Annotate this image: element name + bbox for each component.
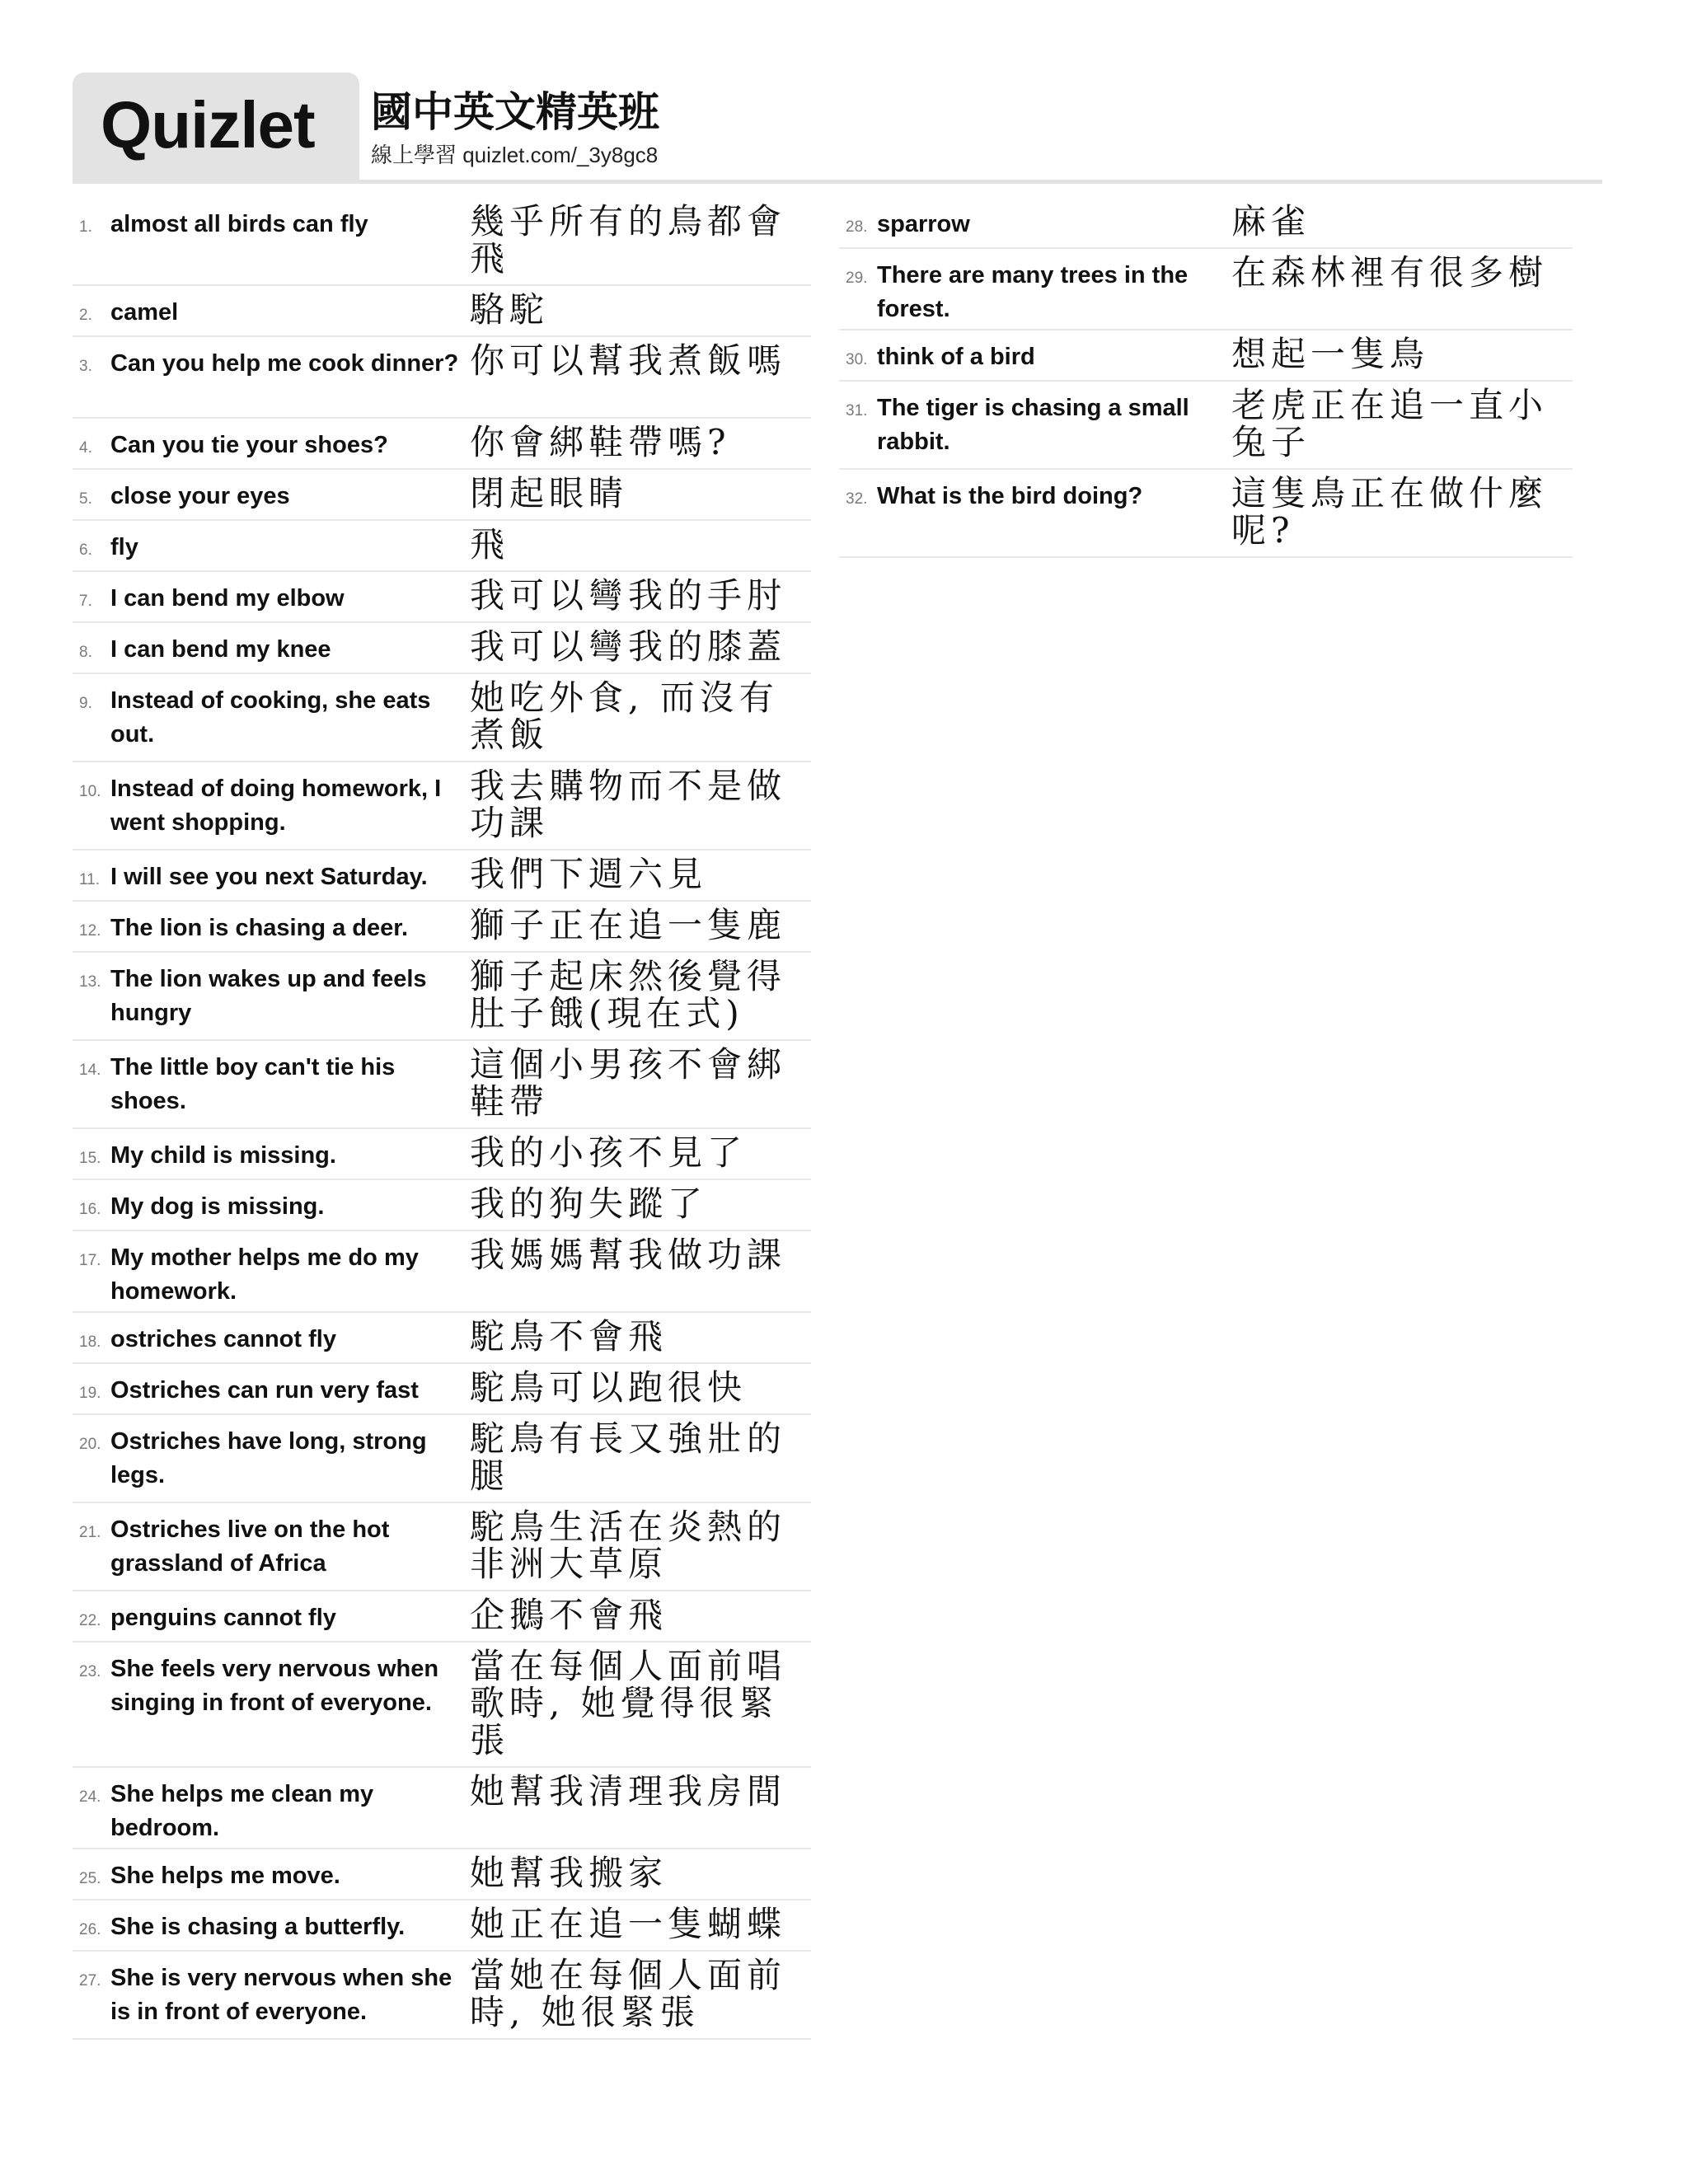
card-number: 24. [79,1788,101,1806]
card-row [73,286,811,337]
card-row [839,330,1573,382]
card-definition: 這隻鳥正在做什麼呢? [1231,473,1549,551]
card-number: 9. [79,695,92,712]
card-number: 10. [79,783,101,800]
card-definition: 獅子正在追一隻鹿 [470,905,787,945]
card-number: 26. [79,1921,101,1938]
card-term: My child is missing. [110,1142,336,1169]
card-number: 16. [79,1201,101,1218]
card-number: 7. [79,593,92,610]
term-list-right-column [839,198,1573,558]
card-row [73,1643,811,1768]
card-row [73,572,811,623]
card-number: 22. [79,1612,101,1629]
card-row [73,1364,811,1415]
card-number: 19. [79,1385,101,1402]
card-term: The tiger is chasing a small rabbit. [877,395,1189,455]
card-number: 21. [79,1524,101,1541]
card-row [73,419,811,470]
card-term: Instead of doing homework, I went shopping. [110,776,442,836]
card-term: What is the bird doing? [877,483,1143,509]
card-definition: 我可以彎我的膝蓋 [470,626,787,667]
card-row [73,1415,811,1503]
card-row [73,1503,811,1591]
card-term: She helps me clean my bedroom. [110,1781,374,1841]
set-subtitle: 線上學習 quizlet.com/_3y8gc8 [371,143,659,167]
card-term: There are many trees in the forest. [877,262,1189,322]
card-row [73,762,811,851]
term-list-left-column [73,198,811,2040]
card-term: I will see you next Saturday. [110,864,428,890]
card-row [73,1768,811,1849]
card-term: I can bend my knee [110,636,331,663]
card-definition: 她吃外食, 而沒有煮飯 [470,677,779,755]
card-definition: 我去購物而不是做功課 [470,766,787,843]
card-number: 17. [79,1252,101,1269]
card-row [839,198,1573,249]
card-number: 27. [79,1972,101,1990]
card-number: 11. [79,871,101,888]
card-number: 5. [79,490,92,508]
card-definition: 我可以彎我的手肘 [470,575,787,616]
card-term: The lion wakes up and feels hungry [110,966,427,1026]
card-definition: 駝鳥生活在炎熱的非洲大草原 [470,1507,787,1584]
card-term: Ostriches have long, strong legs. [110,1428,427,1488]
card-term: She is very nervous when she is in front of everyone. [110,1965,452,2025]
card-number: 2. [79,307,92,324]
card-definition: 飛 [470,524,510,565]
card-row [73,1849,811,1900]
card-number: 13. [79,973,101,991]
card-number: 4. [79,439,92,457]
card-definition: 老虎正在追一直小兔子 [1231,385,1549,462]
card-row [73,337,811,419]
card-term: She helps me move. [110,1863,340,1889]
card-definition: 我的小孩不見了 [470,1132,748,1173]
card-term: The little boy can't tie his shoes. [110,1054,396,1114]
card-number: 20. [79,1436,101,1453]
page-header [73,73,1602,184]
card-number: 29. [846,269,868,287]
card-definition: 想起一隻鳥 [1231,334,1430,374]
card-row [73,953,811,1041]
card-term: almost all birds can fly [110,211,368,237]
card-definition: 她正在追一隻蝴蝶 [470,1904,787,1944]
card-definition: 你可以幫我煮飯嗎 [470,340,787,381]
card-row [73,1180,811,1231]
card-row [73,1129,811,1180]
card-row [73,470,811,521]
card-term: sparrow [877,211,970,237]
card-definition: 獅子起床然後覺得肚子餓(現在式) [470,956,787,1033]
card-row [839,249,1573,330]
card-term: penguins cannot fly [110,1605,336,1631]
set-title: 國中英文精英班 [371,89,659,135]
card-term: Instead of cooking, she eats out. [110,687,431,748]
card-definition: 閉起眼睛 [470,473,629,513]
card-term: ostriches cannot fly [110,1326,336,1352]
card-number: 31. [846,402,868,419]
card-term: Can you tie your shoes? [110,432,388,458]
card-definition: 她幫我搬家 [470,1853,668,1893]
card-term: close your eyes [110,483,290,509]
card-number: 28. [846,218,868,236]
card-row [73,1952,811,2040]
card-row [73,1313,811,1364]
card-row [73,902,811,953]
card-row [73,1041,811,1129]
card-number: 3. [79,358,92,375]
card-definition: 駝鳥不會飛 [470,1316,668,1357]
card-term: think of a bird [877,344,1035,370]
card-row [73,198,811,286]
card-definition: 駝鳥有長又強壯的腿 [470,1418,787,1496]
card-term: My mother helps me do my homework. [110,1244,419,1305]
card-definition: 這個小男孩不會綁鞋帶 [470,1044,787,1122]
card-number: 23. [79,1663,101,1680]
card-row [73,623,811,674]
card-definition: 我媽媽幫我做功課 [470,1235,787,1275]
card-definition: 幾乎所有的鳥都會飛 [470,201,787,279]
card-number: 12. [79,922,101,940]
card-row [73,674,811,762]
card-number: 18. [79,1333,101,1351]
card-definition: 麻雀 [1231,201,1311,241]
card-row [839,470,1573,558]
card-term: fly [110,534,138,560]
card-number: 15. [79,1150,101,1167]
card-term: Ostriches can run very fast [110,1377,419,1404]
card-row [73,1231,811,1313]
card-term: Ostriches live on the hot grassland of Africa [110,1516,390,1577]
card-definition: 我的狗失蹤了 [470,1183,708,1224]
card-definition: 駝鳥可以跑很快 [470,1367,748,1408]
header-divider [73,180,1602,184]
card-definition: 企鵝不會飛 [470,1595,668,1635]
card-term: She feels very nervous when singing in front of everyone. [110,1656,439,1716]
card-number: 30. [846,351,868,368]
card-number: 6. [79,541,92,559]
card-term: I can bend my elbow [110,585,345,612]
card-definition: 在森林裡有很多樹 [1231,252,1549,293]
card-definition: 當她在每個人面前時, 她很緊張 [470,1955,787,2032]
card-definition: 駱駝 [470,289,550,330]
card-row [73,1591,811,1643]
card-number: 14. [79,1062,101,1079]
card-row [73,1900,811,1952]
card-definition: 她幫我清理我房間 [470,1771,787,1811]
card-definition: 你會綁鞋帶嗎? [470,422,731,462]
card-number: 25. [79,1870,101,1887]
card-definition: 我們下週六見 [470,854,708,894]
card-term: Can you help me cook dinner? [110,350,459,377]
card-row [839,382,1573,470]
card-number: 32. [846,490,868,508]
card-number: 1. [79,218,92,236]
card-number: 8. [79,644,92,661]
logo-text: Quizlet [101,88,315,162]
card-row [73,851,811,902]
card-row [73,521,811,572]
quizlet-logo [73,73,359,181]
card-term: My dog is missing. [110,1193,325,1220]
card-term: She is chasing a butterfly. [110,1914,406,1940]
card-term: The lion is chasing a deer. [110,915,408,941]
card-term: camel [110,299,179,326]
card-definition: 當在每個人面前唱歌時, 她覺得很緊張 [470,1646,787,1760]
